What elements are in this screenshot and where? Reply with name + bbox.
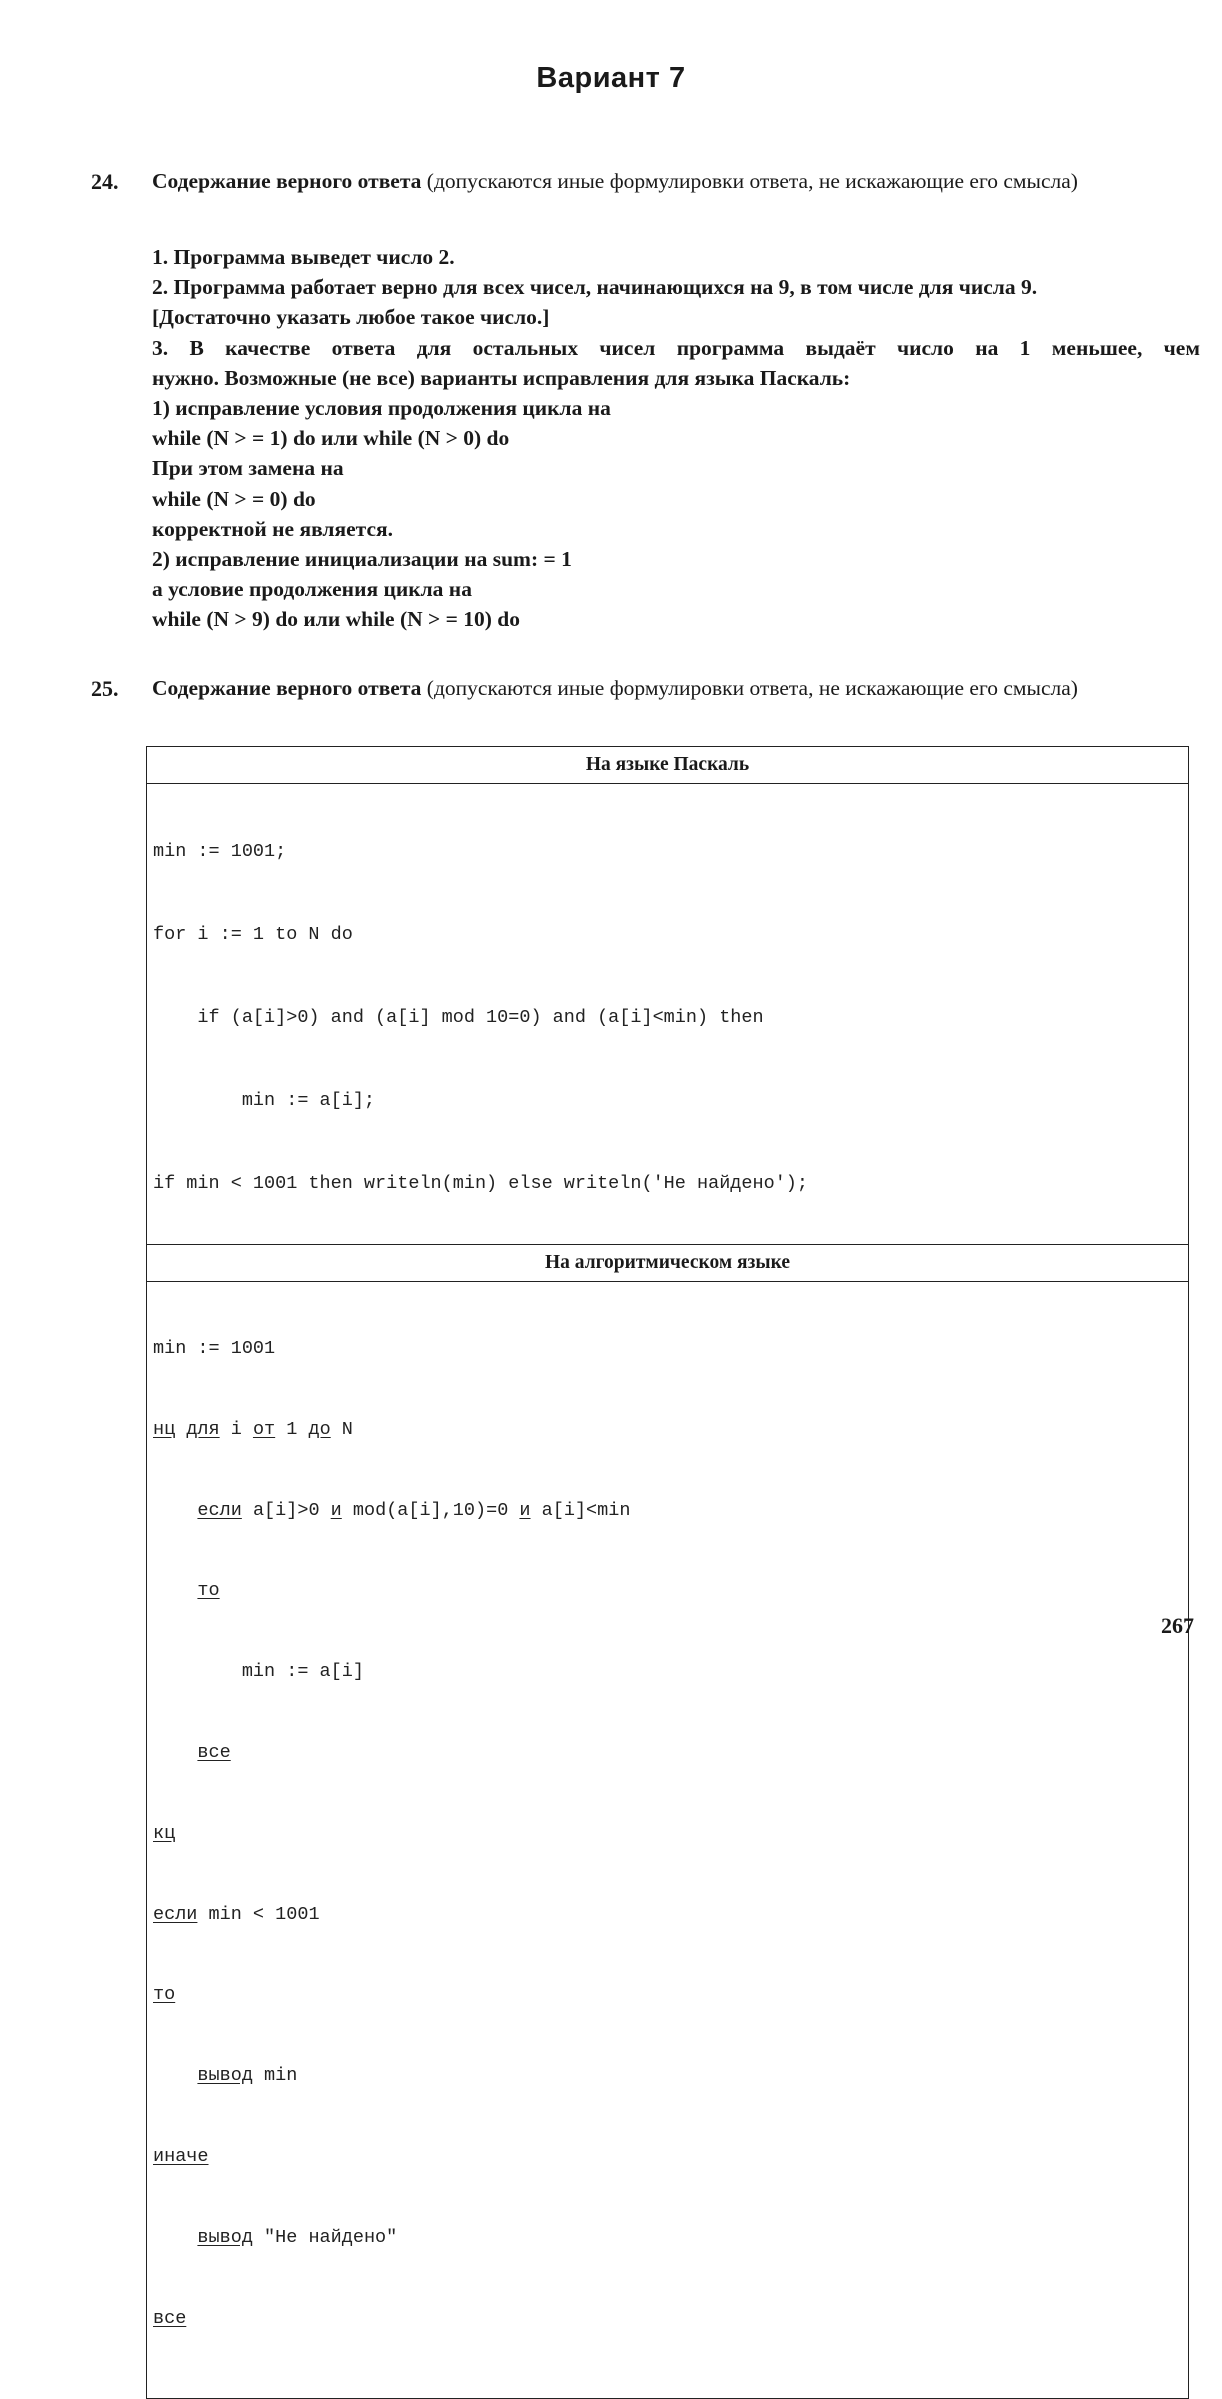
keyword: до [308,1418,331,1440]
question-24-heading-bold: Содержание верного ответа [152,169,422,193]
code-line: min := 1001 [153,1338,276,1359]
code-line: min := a[i]; [153,1090,376,1111]
answer-line: while (N > = 0) do [152,486,316,511]
keyword: от [252,1418,276,1440]
code-line: for i := 1 to N do [153,924,353,945]
question-25-number: 25. [91,676,119,701]
keyword: если [153,1903,198,1925]
keyword: нц [153,1418,176,1440]
code-text: a[i]<min [530,1499,631,1521]
keyword: если [197,1499,242,1521]
answer-line: нужно. Возможные (не все) варианты исправления для языка Паскаль: [152,365,851,390]
keyword: все [153,2307,187,2329]
pascal-code [147,784,1189,1245]
code-text: min [252,2065,298,2087]
page-number: 267 [1161,1613,1194,1638]
question-25-heading [152,673,1202,704]
keyword: то [197,1580,220,1602]
code-text: "Не найдено" [252,2226,398,2248]
code-text: 1 [275,1418,309,1440]
keyword: и [330,1499,342,1521]
code-line [153,1817,1188,1856]
answer-line: 2) исправление инициализации на sum: = 1 [152,547,572,572]
answer-line: а условие продолжения цикла на [152,577,472,602]
code-line [153,1736,1188,1775]
keyword: то [153,1984,176,2006]
pascal-header: На языке Паскаль [147,747,1189,784]
question-24-number: 24. [91,169,119,194]
code-text: min < 1001 [197,1903,320,1925]
code-line [153,1574,1188,1613]
question-24-answer [152,242,1200,635]
keyword: кц [153,1822,176,1844]
code-line: if (a[i]>0) and (a[i] mod 10=0) and (a[i]<min) then [153,1007,764,1028]
code-line [153,2140,1188,2179]
keyword: все [197,1741,231,1763]
answer-line: [Достаточно указать любое такое число.] [152,305,550,330]
code-text: mod(a[i],10)=0 [341,1499,520,1521]
code-text: N [330,1418,353,1440]
keyword: для [186,1418,220,1440]
code-text: i [219,1418,253,1440]
code-line: min := 1001; [153,841,287,862]
answer-line: 1. Программа выведет число 2. [152,245,455,269]
answer-line: while (N > 9) do или while (N > = 10) do [152,607,521,632]
answer-line: while (N > = 1) do или while (N > 0) do [152,426,510,451]
solution-table [146,746,1189,2399]
page-title: Вариант 7 [536,62,686,94]
code-line [153,1978,1188,2017]
code-line [153,1494,1188,1533]
answer-line: корректной не является. [152,516,394,541]
code-line [153,1413,1188,1452]
keyword: вывод [197,2065,253,2087]
code-line [153,1655,1188,1694]
code-line [153,2302,1188,2341]
algo-header: На алгоритмическом языке [147,1245,1189,1282]
code-line: if min < 1001 then writeln(min) else writeln('Не найдено'); [153,1173,809,1194]
keyword: иначе [153,2145,209,2167]
keyword: вывод [197,2226,253,2248]
answer-line: При этом замена на [152,456,344,481]
code-text: min := a[i] [241,1661,364,1683]
question-25-heading-rest: (допускаются иные формулировки ответа, не искажающие его смысла) [421,676,1078,700]
code-line [153,1898,1188,1937]
code-line [153,2059,1188,2098]
code-line [153,2221,1188,2260]
answer-line: 3. В качестве ответа для остальных чисел программа выдаёт число на 1 меньшее, чем [152,335,1200,360]
answer-line: 1) исправление условия продолжения цикла на [152,396,611,421]
keyword: и [519,1499,531,1521]
algo-code [147,1282,1189,2399]
question-24-heading [152,166,1202,197]
question-25-heading-bold: Содержание верного ответа [152,676,422,700]
question-24-heading-rest: (допускаются иные формулировки ответа, не искажающие его смысла) [421,169,1078,193]
code-text: a[i]>0 [241,1499,331,1521]
answer-line: 2. Программа работает верно для всех чисел, начинающихся на 9, в том числе для числа 9. [152,275,1038,300]
